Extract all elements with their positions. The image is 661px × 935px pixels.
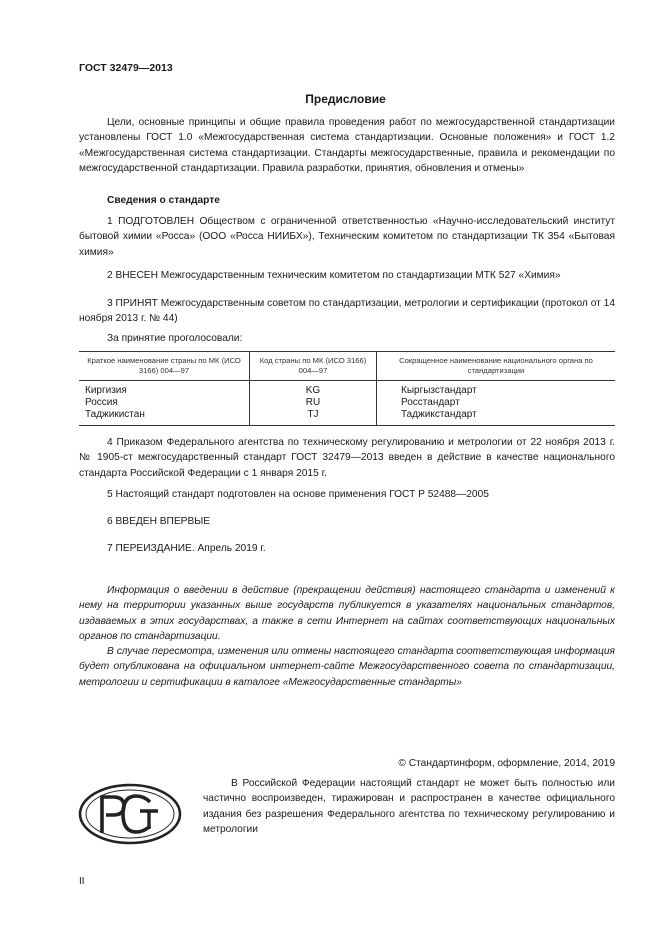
item-3: 3 ПРИНЯТ Межгосударственным советом по стандартизации, метрологии и сертификации (протокол от 14 ноября 2013 г. № 44): [79, 298, 615, 325]
page-number: II: [79, 876, 85, 887]
item-7: 7 ПЕРЕИЗДАНИЕ. Апрель 2019 г.: [107, 543, 266, 554]
votes-label: За принятие проголосовали:: [107, 333, 243, 344]
item-1: 1 ПОДГОТОВЛЕН Обществом с ограниченной ответственностью «Научно-исследовательский институт бытовой химии «Росса» (ООО «Росса НИИБХ»), Техническим комитетом по стандартизации ТК 354 «Бытовая химия»: [79, 216, 615, 258]
info-heading: Сведения о стандарте: [107, 195, 220, 206]
rst-certification-logo-icon: [78, 783, 182, 845]
cell-code: KG: [250, 381, 377, 398]
cell-country: Россия: [85, 397, 118, 408]
cell-code: TJ: [250, 409, 377, 426]
italic-note-2: В случае пересмотра, изменения или отмены настоящего стандарта соответствующая информация будет опубликована на официальном интернет-сайте Межгосударственного совета по стандартизации, метрологии и сертификации в каталоге «Межгосударственные стандарты»: [79, 646, 615, 688]
document-code-header: ГОСТ 32479—2013: [79, 62, 173, 74]
copyright-line: © Стандартинформ, оформление, 2014, 2019: [398, 758, 615, 769]
item-4: 4 Приказом Федерального агентства по техническому регулированию и метрологии от 22 ноября 2013 г. № 1905-ст межгосударственный стандарт ГОСТ 32479—2013 введен в действие в качестве национального стандарта Российской Федерации с 1 января 2015 г.: [79, 437, 615, 479]
intro-paragraph: Цели, основные принципы и общие правила проведения работ по межгосударственной стандартизации установлены ГОСТ 1.0 «Межгосударственная система стандартизации. Основные положения» и ГОСТ 1.2 «Межгосударственная система стандартизации. Стандарты межгосударственные, правила и рекомендации по межгосударственной стандартизации. Правила разработки, принятия, обновления и отмены»: [79, 117, 615, 174]
column-header-body: Сокращенное наименование национального органа по стандартизации: [377, 352, 616, 381]
column-header-country: Краткое наименование страны по МК (ИСО 3166) 004—97: [79, 352, 250, 381]
cell-country: Киргизия: [85, 385, 127, 396]
column-header-code: Код страны по МК (ИСО 3166) 004—97: [250, 352, 377, 381]
cell-body: Росстандарт: [377, 397, 616, 409]
table-row: [79, 397, 615, 409]
cell-code: RU: [250, 397, 377, 409]
votes-table: [79, 351, 615, 426]
reproduction-notice: В Российской Федерации настоящий стандарт не может быть полностью или частично воспроизведен, тиражирован и распространен в качестве официального издания без разрешения Федерального агентства по техническому регулированию и метрологии: [203, 778, 615, 835]
item-6: 6 ВВЕДЕН ВПЕРВЫЕ: [107, 516, 211, 527]
table-row: [79, 409, 615, 426]
italic-note-1: Информация о введении в действие (прекращении действия) настоящего стандарта и изменений к нему на территории указанных выше государств публикуется в указателях национальных стандартов, издаваемых в этих государствах, а также в сети Интернет на сайтах соответствующих национальных органов по стандартизации.: [79, 585, 615, 642]
cell-body: Кыргызстандарт: [377, 381, 616, 398]
page-title: Предисловие: [305, 92, 386, 106]
table-row: [79, 381, 615, 398]
item-5: 5 Настоящий стандарт подготовлен на основе применения ГОСТ Р 52488—2005: [107, 489, 489, 500]
table-header-row: [79, 352, 615, 381]
cell-country: Таджикистан: [79, 409, 250, 426]
item-2: 2 ВНЕСЕН Межгосударственным техническим комитетом по стандартизации МТК 527 «Химия»: [107, 270, 561, 281]
cell-body: Таджикстандарт: [377, 409, 616, 426]
